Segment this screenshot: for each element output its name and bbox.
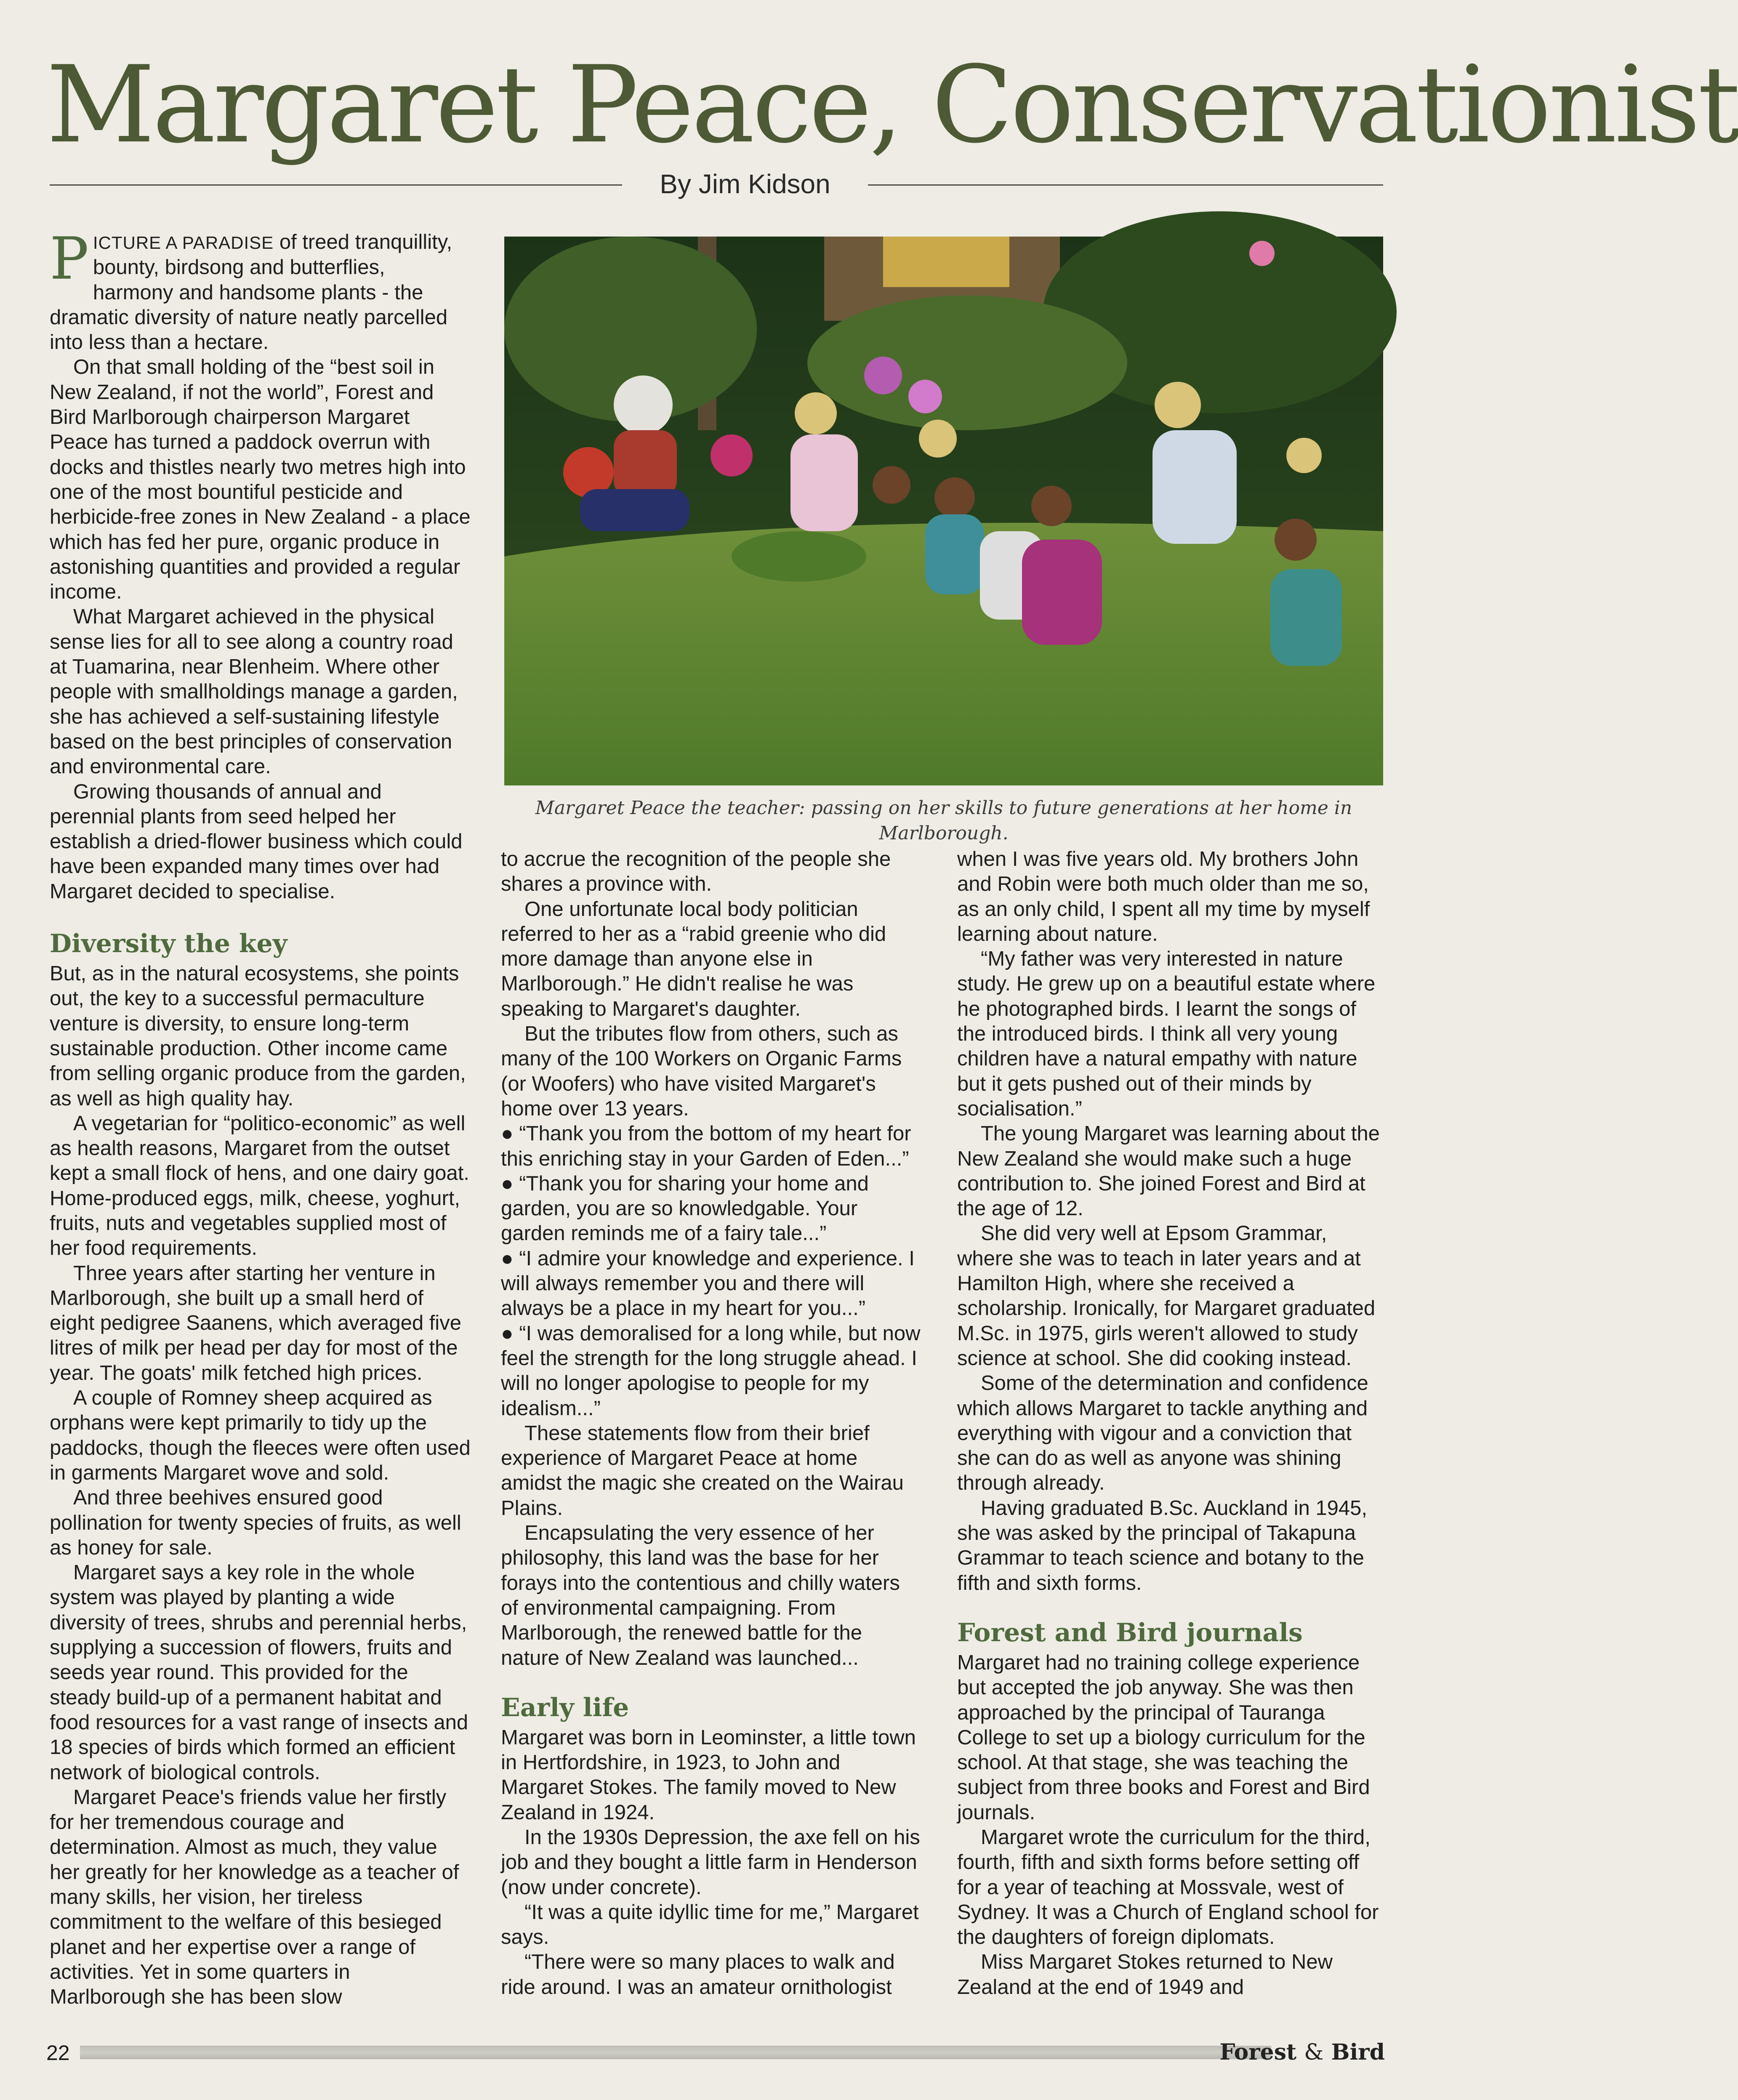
brand-ampersand: &	[1304, 2040, 1324, 2065]
paragraph: And three beehives ensured good pollination for twenty species of fruits, as well as honey for sale.	[50, 1486, 461, 1559]
drop-cap: P	[50, 225, 89, 293]
paragraph: One unfortunate local body politician referred to her as a “rabid greenie who did more damage than anyone else in Marlborough.” He didn't realise he was speaking to Margaret's daughter.	[501, 897, 886, 1020]
paragraph: Having graduated B.Sc. Auckland in 1945, she was asked by the principal of Takapuna Grammar to teach science and botany to the fifth and sixth forms.	[957, 1496, 1368, 1594]
article-photo	[504, 237, 1383, 785]
paragraph: A vegetarian for “politico-economic” as well as health reasons, Margaret from the outset kept a small flock of hens, and one dairy goat. Home-produced eggs, milk, cheese, yoghurt, fruits, nuts and vegetables supplied most of her food requirements.	[50, 1112, 469, 1260]
garden-photo-illustration	[504, 237, 1383, 785]
section-heading-diversity: Diversity the key	[50, 929, 287, 959]
byline-row	[50, 165, 1383, 203]
paragraph: A couple of Romney sheep acquired as orphans were kept primarily to tidy up the paddocks, though the fleeces were often used in garments Margaret wove and sold.	[50, 1387, 471, 1484]
column-1	[50, 225, 471, 2010]
lead-paragraph	[50, 225, 471, 355]
photo-caption: Margaret Peace the teacher: passing on her skills to future generations at her home in Marlborough.	[535, 797, 1352, 844]
paragraph: “It was a quite idyllic time for me,” Margaret says.	[501, 1900, 919, 1949]
paragraph: On that small holding of the “best soil in New Zealand, if not the world”, Forest and Bird Marlborough chairperson Margaret Peace has turned a paddock overrun with docks and thistles nearly two metres high into one of the most bountiful pesticide and herbicide-free zones in New Zealand - a place which has fed her pure, organic produce in astonishing quantities and provided a regular income.	[50, 356, 471, 604]
paragraph: Margaret says a key role in the whole system was played by planting a wide diversity of trees, shrubs and perennial herbs, supplying a succession of flowers, fruits and seeds year round. This provided for the steady build-up of a permanent habitat and food resources for a vast range of insects and 18 species of birds which formed an efficient network of biological controls.	[50, 1561, 468, 1784]
quote-bullet: ● “Thank you for sharing your home and garden, you are so knowledgable. Your garden reminds me of a fairy tale...”	[501, 1172, 869, 1245]
paragraph: Three years after starting her venture in Marlborough, she built up a small herd of eight pedigree Saanens, which averaged five litres of milk per head per day for most of the year. The goats' milk fetched high prices.	[50, 1262, 461, 1384]
paragraph: But the tributes flow from others, such as many of the 100 Workers on Organic Farms (or Woofers) who have visited Margaret's home over 13 years.	[501, 1022, 902, 1120]
section-heading-early-life: Early life	[501, 1693, 629, 1722]
quote-bullet: ● “I was demoralised for a long while, but now feel the strength for the long struggle ahead. I will no longer apologise to people for my idealism...”	[501, 1322, 921, 1420]
paragraph: “There were so many places to walk and ride around. I was an amateur ornithologist	[501, 1951, 895, 1999]
quote-bullet: ● “Thank you from the bottom of my heart for this enriching stay in your Garden of Eden...”	[501, 1122, 911, 1170]
section-heading-forest-bird-journals: Forest and Bird journals	[957, 1618, 1303, 1648]
byline-rule-left	[50, 184, 622, 186]
paragraph: Margaret Peace's friends value her firstly for her tremendous courage and determination. Almost as much, they value her greatly for her knowledge as a teacher of many skills, her vision, her tireless commitment to the welfare of this besieged planet and her expertise over a range of activities. Yet in some quarters in Marlborough she has been slow	[50, 1786, 459, 2009]
paragraph: But, as in the natural ecosystems, she points out, the key to a successful permaculture venture is diversity, to ensure long-term sustainable production. Other income came from selling organic produce from the garden, as well as high quality hay.	[50, 962, 466, 1110]
magazine-brand	[1219, 2037, 1385, 2068]
paragraph: Encapsulating the very essence of her philosophy, this land was the base for her forays into the contentious and chilly waters of environmental campaigning. From Marlborough, the renewed battle for the nature of New Zealand was launched...	[501, 1522, 900, 1669]
column-3	[957, 847, 1382, 2000]
page-footer	[46, 2036, 1385, 2069]
page-number: 22	[46, 2041, 70, 2065]
column-2	[501, 847, 922, 2000]
paragraph: Growing thousands of annual and perennial plants from seed helped her establish a dried-flower business which could have been expanded many times over had Margaret decided to specialise.	[50, 780, 463, 903]
paragraph: Some of the determination and confidence which allows Margaret to tackle anything and everything with vigour and a conviction that she can do as well as anyone was shining through already.	[957, 1372, 1368, 1495]
lead-text: of treed tranquillity, bounty, birdsong and butterflies, harmony and handsome plants - the dramatic diversity of nature neatly parcelled into less than a hectare.	[50, 231, 452, 354]
paragraph: to accrue the recognition of the people she shares a province with.	[501, 848, 891, 896]
paragraph: What Margaret achieved in the physical sense lies for all to see along a country road at Tuamarina, near Blenheim. Where other people with smallholdings manage a garden, she has achieved a self-sustaining lifestyle based on the best principles of conservation and environmental care.	[50, 605, 458, 778]
paragraph: when I was five years old. My brothers John and Robin were both much older than me so, as an only child, I spent all my time by myself learning about nature.	[957, 848, 1370, 945]
footer-bar	[80, 2046, 1271, 2059]
paragraph: She did very well at Epsom Grammar, where she was to teach in later years and at Hamilton High, where she received a scholarship. Ironically, for Margaret graduated M.Sc. in 1975, girls weren't allowed to study science at school. She did cooking instead.	[957, 1222, 1376, 1370]
byline: By Jim Kidson	[660, 169, 830, 199]
paragraph: These statements flow from their brief experience of Margaret Peace at home amidst the magic she created on the Wairau Plains.	[501, 1421, 904, 1520]
paragraph: The young Margaret was learning about the New Zealand she would make such a huge contribution to. She joined Forest and Bird at the age of 12.	[957, 1122, 1380, 1220]
paragraph: Margaret was born in Leominster, a little town in Hertfordshire, in 1923, to John and Margaret Stokes. The family moved to New Zealand in 1924.	[501, 1726, 916, 1824]
brand-bird: Bird	[1331, 2039, 1385, 2065]
quote-bullet: ● “I admire your knowledge and experience. I will always remember you and there will always be a place in my heart for you...”	[501, 1247, 915, 1320]
paragraph: In the 1930s Depression, the axe fell on his job and they bought a little farm in Henderson (now under concrete).	[501, 1826, 920, 1899]
lead-smallcaps: ICTURE A PARADISE	[93, 233, 274, 253]
paragraph: “My father was very interested in nature study. He grew up on a beautiful estate where he photographed birds. I learnt the songs of the introduced birds. I think all very young children have a natural empathy with nature but it gets pushed out of their minds by socialisation.”	[957, 948, 1376, 1120]
paragraph: Miss Margaret Stokes returned to New Zealand at the end of 1949 and	[957, 1951, 1333, 1999]
paragraph: Margaret wrote the curriculum for the third, fourth, fifth and sixth forms before setting off for a year of teaching at Mossvale, west of Sydney. It was a Church of England school for the daughters of foreign diplomats.	[957, 1826, 1379, 1949]
article-title: Margaret Peace, Conservationist	[46, 43, 1738, 167]
paragraph: Margaret had no training college experience but accepted the job anyway. She was then approached by the principal of Tauranga College to set up a biology curriculum for the school. At that stage, she was teaching the subject from three books and Forest and Bird journals.	[957, 1651, 1370, 1824]
byline-rule-right	[868, 184, 1383, 186]
brand-forest: Forest	[1219, 2039, 1297, 2065]
